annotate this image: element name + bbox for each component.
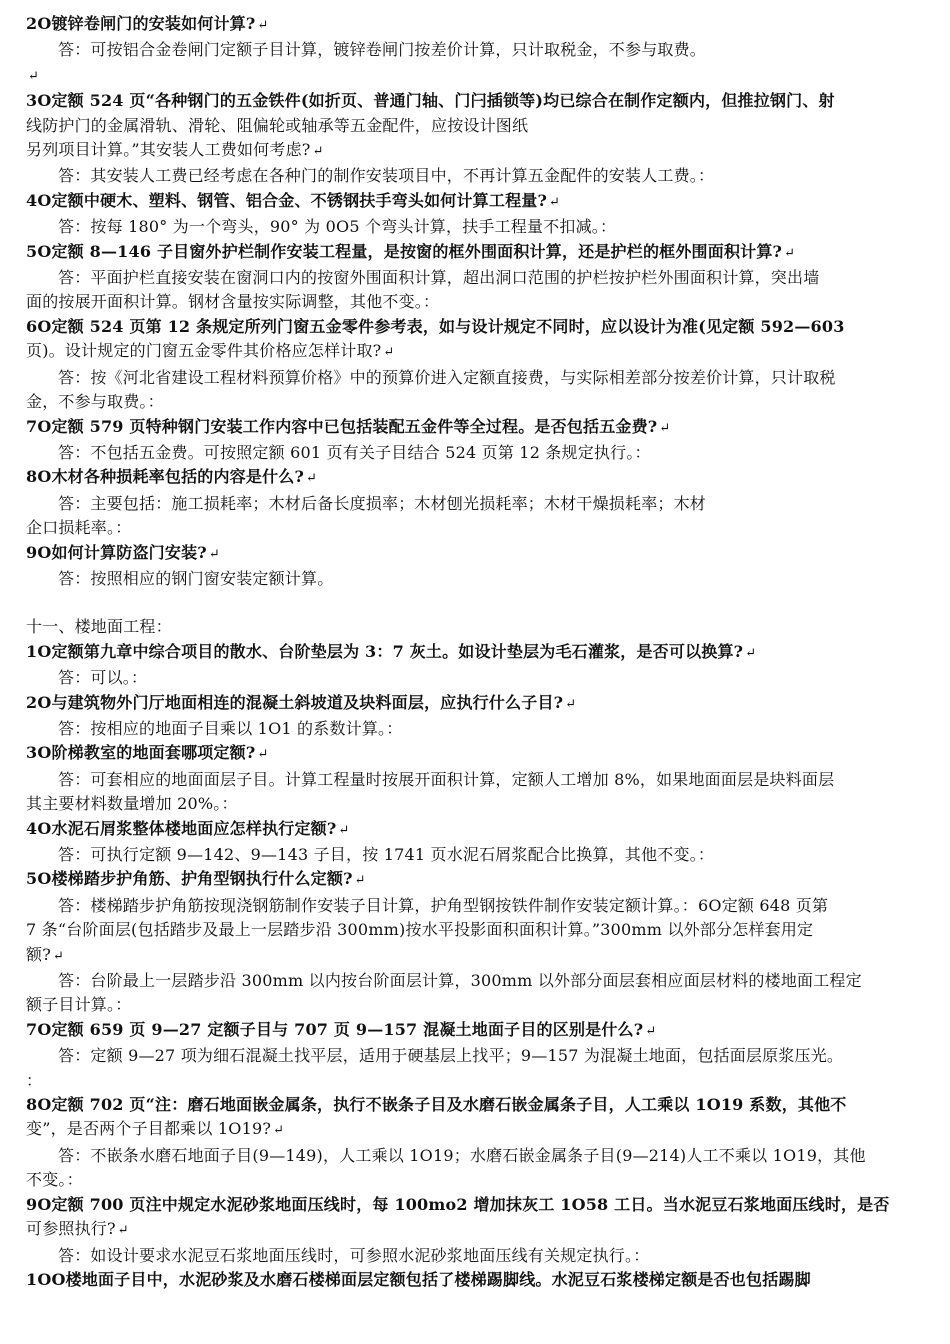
paragraph-mark-icon: ↵ [257,18,269,33]
line-text: 另列项目计算。”其安装人工费如何考虑? [26,140,311,160]
question-line [26,1268,938,1292]
text-line [26,1069,938,1093]
line-text: 6O定额 524 页第 12 条规定所列门窗五金零件参考表，如与设计规定不同时，应以设计为准(见定额 592—603 [26,316,845,336]
line-text: 答：如设计要求水泥豆石浆地面压线时，可参照水泥砂浆地面压线有关规定执行。： [58,1245,650,1265]
answer-line [26,1044,938,1068]
line-text: 8O定额 702 页“注：磨石地面嵌金属条，执行不嵌条子目及水磨石嵌金属条子目，人工乘以 1O19 系数，其他不 [26,1095,847,1115]
text-line [26,390,938,414]
text-line [26,993,938,1017]
paragraph-mark-icon: ↵ [52,948,65,964]
line-text: 7O定额 579 页特种钢门安装工作内容中已包括装配五金件等全过程。是否包括五金费? [26,416,658,436]
line-text: 额? [26,944,51,964]
line-text: 答：可执行定额 9—142、9—143 子目，按 1741 页水泥石屑浆配合比换算，其他不变。： [58,845,715,864]
line-text: 额子目计算。： [26,995,132,1015]
paragraph-mark-icon: ↵ [306,471,318,487]
paragraph-mark-icon: ↵ [208,546,220,562]
line-text: 其主要材料数量增加 20%。： [26,794,238,814]
text-line [26,918,938,942]
text-line [26,339,938,365]
line-text: 5O楼梯踏步护角筋、护角型钢执行什么定额? [26,869,353,889]
text-line [26,1168,938,1192]
line-text: 十一、楼地面工程： [26,617,172,637]
line-text: 线防护门的金属滑轨、滑轮、阻偏轮或轴承等五金配件，应按设计图纸 [26,115,529,135]
paragraph-mark-icon: ↵ [745,645,757,661]
answer-line [26,843,938,867]
question-line [26,640,938,666]
line-text: 面的按展开面积计算。钢材含量按实际调整，其他不变。： [26,292,440,312]
line-text: 答：其安装人工费已经考虑在各种门的制作安装项目中，不再计算五金配件的安装人工费。： [58,166,715,186]
line-text: 变”，是否两个子目都乘以 1O19? [26,1119,272,1139]
question-line [26,415,938,441]
line-text: 答：平面护栏直接安装在窗洞口内的按窗外围面积计算，超出洞口范围的护栏按护栏外围面积计算，突出墙 [58,268,820,288]
answer-line [26,894,938,918]
question-line [26,691,938,717]
question-line [26,1093,938,1117]
text-line [26,1117,938,1143]
line-text: 可参照执行? [26,1219,116,1239]
question-line [26,741,938,767]
answer-line [26,366,938,390]
answer-line [26,441,938,465]
line-text: 答：主要包括：施工损耗率；木材后备长度损率；木材刨光损耗率；木材干燥损耗率；木材 [58,493,707,513]
line-text: 3O阶梯教室的地面套哪项定额? [26,743,256,763]
line-text: 答：楼梯踏步护角筋按现浇钢筋制作安装子目计算，护角型钢按铁件制作安装定额计算。：6O定额 648 页第 [58,895,829,915]
text-line [26,290,938,314]
line-text: 答：不嵌条水磨石地面子目(9—149)，人工乘以 1O19；水磨石嵌金属条子目(9—214)人工不乘以 1O19，其他 [58,1145,866,1165]
line-text: 2O与建筑物外门厅地面相连的混凝土斜坡道及块料面层，应执行什么子目? [26,692,564,712]
line-text: 4O定额中硬木、塑料、钢管、铝合金、不锈钢扶手弯头如何计算工程量? [26,190,548,210]
answer-line [26,215,938,239]
line-text: 1O定额第九章中综合项目的散水、台阶垫层为 3：7 灰土。如设计垫层为毛石灌浆，是否可以换算? [26,641,744,661]
paragraph-mark-icon: ↵ [565,696,577,712]
line-text: 1OO楼地面子目中，水泥砂浆及水磨石楼梯面层定额包括了楼梯踢脚线。水泥豆石浆楼梯定额是否也包括踢脚 [26,1269,811,1289]
line-text: 8O木材各种损耗率包括的内容是什么? [26,467,305,487]
line-text: 页)。设计规定的门窗五金零件其价格应怎样计取? [26,341,382,361]
question-line [26,541,938,567]
paragraph-mark-icon: ↵ [312,144,324,160]
answer-line [26,492,938,516]
answer-line [26,717,938,741]
line-text: 金，不参与取费。： [26,392,164,412]
line-text: 4O水泥石屑浆整体楼地面应怎样执行定额? [26,818,337,838]
line-text: ： [26,1070,43,1090]
text-line [26,792,938,816]
line-text: 答：台阶最上一层踏步沿 300mm 以内按台阶面层计算，300mm 以外部分面层套相应面层材料的楼地面工程定 [58,971,862,991]
answer-line [26,1144,938,1168]
line-text: 2O镀锌卷闸门的安装如何计算? [26,14,256,33]
text-line [26,615,938,639]
line-text: 7 条“台阶面层(包括踏步及最上一层踏步沿 300mm)按水平投影面积面积计算。”300mm 以外部分怎样套用定 [26,920,814,940]
paragraph-mark-icon: ↵ [28,68,40,84]
paragraph-mark-icon: ↵ [784,245,796,261]
paragraph-mark-icon: ↵ [273,1123,285,1139]
answer-line [26,768,938,792]
answer-line [26,38,938,62]
answer-line [26,666,938,690]
line-text: 3O定额 524 页“各种钢门的五金铁件(如折页、普通门轴、门闩插锁等)均已综合在制作定额内，但推拉钢门、射 [26,91,835,111]
line-text: 7O定额 659 页 9—27 定额子目与 707 页 9—157 混凝土地面子目的区别是什么? [26,1019,644,1039]
question-line [26,1193,938,1217]
blank-line [26,591,938,615]
paragraph-mark-icon: ↵ [383,345,395,361]
line-text: 答：按《河北省建设工程材料预算价格》中的预算价进入定额直接费，与实际相差部分按差价计算，只计取税 [58,367,836,387]
question-line [26,89,938,113]
line-text: 答：可按铝合金卷闸门定额子目计算，镀锌卷闸门按差价计算，只计取税金，不参与取费。 [58,40,707,60]
line-text: 企口损耗率。： [26,518,132,538]
text-line [26,1217,938,1243]
answer-line [26,1244,938,1268]
line-text: 答：按相应的地面子目乘以 1O1 的系数计算。： [58,718,403,738]
question-line [26,240,938,266]
paragraph-mark-icon: ↵ [338,822,350,838]
text-line [26,516,938,540]
paragraph-mark-icon: ↵ [257,747,269,763]
text-line [26,114,938,138]
question-line [26,867,938,893]
line-text: 5O定额 8—146 子目窗外护栏制作安装工程量，是按窗的框外围面积计算，还是护栏的框外围面积计算? [26,241,783,261]
question-line [26,465,938,491]
paragraph-mark-icon: ↵ [354,873,366,889]
line-text: 答：定额 9—27 项为细石混凝土找平层，适用于硬基层上找平；9—157 为混凝土地面，包括面层原浆压光。 [58,1046,844,1066]
line-text: 答：可套相应的地面面层子目。计算工程量时按展开面积计算，定额人工增加 8%，如果地面面层是块料面层 [58,769,835,789]
question-line [26,817,938,843]
question-line [26,189,938,215]
line-text: 9O定额 700 页注中规定水泥砂浆地面压线时，每 100mo2 增加抹灰工 1O58 工日。当水泥豆石浆地面压线时，是否 [26,1194,890,1214]
text-line [26,138,938,164]
line-text: 答：可以。： [58,668,148,688]
paragraph-mark-icon: ↵ [549,194,561,210]
line-text: 不变。： [26,1170,83,1190]
paragraph-mark-icon: ↵ [117,1223,129,1239]
answer-line [26,266,938,290]
question-line [26,315,938,339]
line-text: 答：按每 180° 为一个弯头，90° 为 0O5 个弯头计算，扶手工程量不扣减。： [58,217,617,237]
answer-line [26,164,938,188]
question-line [26,1018,938,1044]
answer-line [26,969,938,993]
line-text: 9O如何计算防盗门安装? [26,542,207,562]
paragraph-mark-icon: ↵ [645,1023,657,1039]
paragraph-mark-icon: ↵ [659,420,671,436]
line-text: 答：按照相应的钢门窗安装定额计算。 [58,568,334,588]
answer-line [26,567,938,591]
text-line [26,943,938,969]
line-text: 答：不包括五金费。可按照定额 601 页有关子目结合 524 页第 12 条规定执行。： [58,442,651,462]
question-line [26,12,938,38]
text-line [26,63,938,89]
